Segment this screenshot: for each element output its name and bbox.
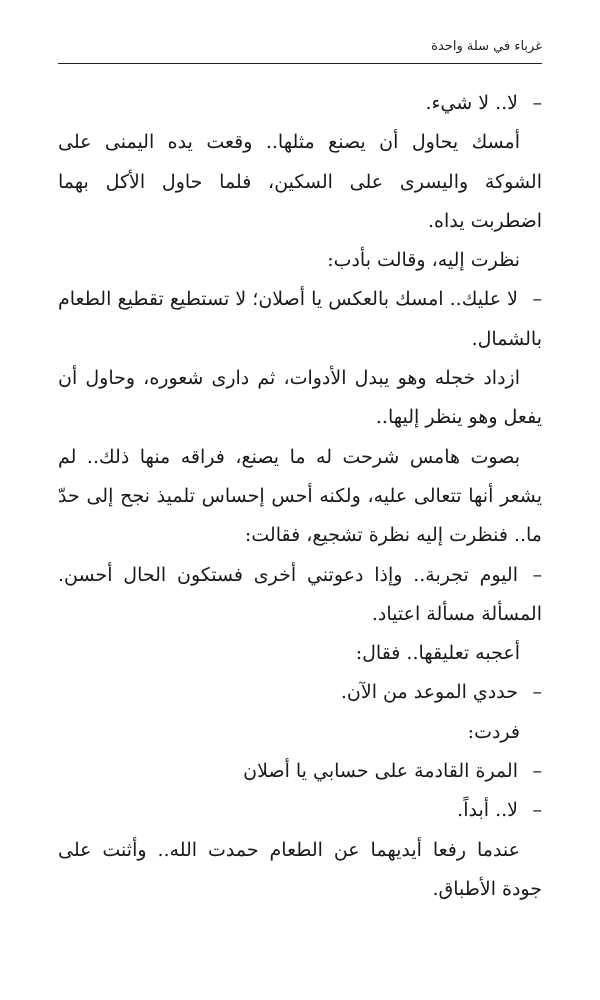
running-header: غرباء في سلة واحدة (431, 39, 542, 54)
narration-paragraph: أمسك يحاول أن يصنع مثلها.. وقعت يده اليمنى على الشوكة واليسرى على السكين، فلما حاول الأكل بهما اضطربت يداه. (58, 131, 542, 232)
dialogue-dash: – (532, 563, 542, 586)
narration-paragraph: بصوت هامس شرحت له ما يصنع، فراقه منها ذلك.. لم يشعر أنها تتعالى عليه، ولكنه أحس إحساس تلميذ نجح إلى حدّ ما.. فنظرت إليه نظرة تشجيع، فقالت: (58, 445, 542, 547)
dialogue-dash: – (532, 760, 542, 783)
dialogue-text: لا.. لا شيء. (425, 92, 518, 114)
dialogue-text: المرة القادمة على حسابي يا أصلان (243, 760, 518, 783)
narration-paragraph: ازداد خجله وهو يبدل الأدوات، ثم دارى شعوره، وحاول أن يفعل وهو ينظر إليها.. (58, 367, 542, 429)
narration-paragraph: أعجبه تعليقها.. فقال: (355, 642, 520, 665)
dialogue-dash: – (532, 799, 542, 822)
dialogue-text: حددي الموعد من الآن. (340, 681, 518, 704)
dialogue-text: لا عليك.. امسك بالعكس يا أصلان؛ لا تستطيع تقطيع الطعام بالشمال. (58, 288, 542, 350)
dialogue-dash: – (532, 92, 542, 114)
body-text (58, 84, 542, 909)
dialogue-text: اليوم تجربة.. وإذا دعوتني أخرى فستكون الحال أحسن. المسألة مسألة اعتياد. (58, 563, 542, 625)
header-rule (58, 63, 542, 64)
dialogue-line (58, 791, 542, 830)
dialogue-line (58, 84, 542, 123)
dialogue-line (58, 280, 542, 359)
dialogue-dash: – (532, 681, 542, 704)
dialogue-dash: – (532, 288, 542, 311)
dialogue-line (58, 752, 542, 791)
dialogue-line (58, 673, 542, 712)
narration-paragraph: عندما رفعا أيديهما عن الطعام حمدت الله.. وأثنت على جودة الأطباق. (58, 838, 542, 900)
dialogue-text: لا.. أبداً. (457, 799, 518, 822)
dialogue-line (58, 556, 542, 635)
narration-paragraph: فردت: (467, 720, 520, 743)
narration-paragraph: نظرت إليه، وقالت بأدب: (327, 249, 520, 272)
